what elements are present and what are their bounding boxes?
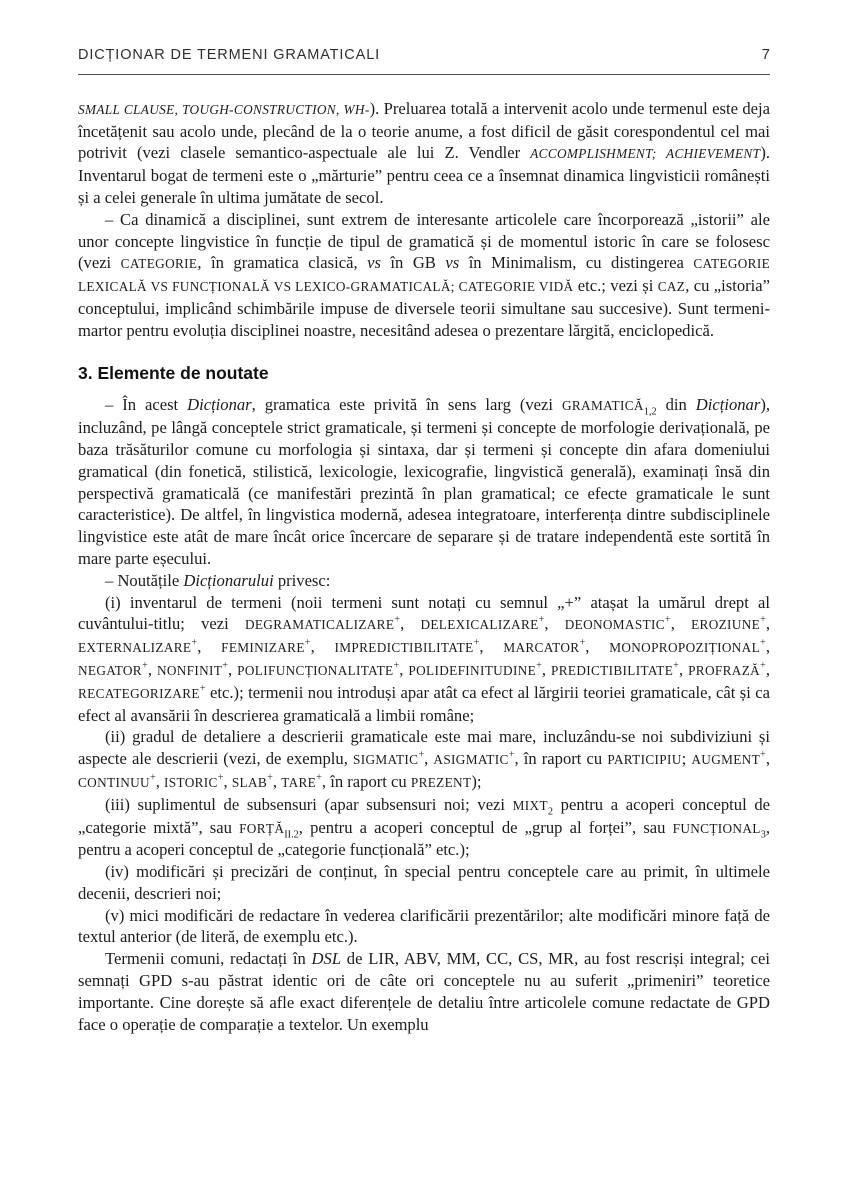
text-segment: ,: [765, 614, 771, 634]
text-segment-sup: +: [536, 660, 542, 672]
text-segment-sub: 1,2: [643, 406, 657, 418]
text-segment: ,: [424, 749, 434, 769]
text-segment: ,: [678, 659, 689, 679]
text-segment-sc: SLAB: [231, 774, 268, 790]
text-segment: ,: [400, 614, 421, 634]
text-segment-sc: MIXT: [512, 797, 548, 813]
text-segment-sc: TARE: [281, 774, 317, 790]
text-segment: ,: [228, 659, 238, 679]
text-segment: (i) inventarul de termeni (noii termeni sunt notați cu semnul „+” atașat la umărul drept al cuvântului-titlu; vezi: [78, 592, 770, 634]
text-segment-sc-it: SMALL CLAUSE, TOUGH-CONSTRUCTION, WH-: [78, 101, 370, 117]
text-segment: privesc:: [273, 570, 331, 590]
text-segment: );: [471, 771, 482, 791]
paragraph-item-ii: [78, 726, 770, 793]
text-segment: Termenii comuni, redactați în: [105, 949, 312, 969]
text-segment-sc: DEONOMASTIC: [564, 617, 665, 633]
text-segment: – Ca dinamică a disciplinei, sunt extrem de interesante articolele care încorporează „istorii” ale unor concepte lingvistice în funcție de tipul de gramatică și de momentul istoric în care se folosesc (vezi: [78, 209, 770, 273]
text-segment-sup: +: [393, 660, 400, 672]
text-segment-sup: +: [473, 637, 480, 649]
text-segment-sc: GRAMATICĂ: [561, 398, 644, 414]
text-segment-sup: +: [760, 749, 766, 761]
text-segment: (v) mici modificări de redactare în vederea clarificării prezentărilor; alte modificări minore față de textul anterior (de literă, de exemplu etc.).: [78, 905, 770, 947]
text-segment-sc: CAZ: [657, 279, 686, 295]
text-segment-sub: 3: [760, 828, 766, 840]
text-segment: în GB: [380, 253, 446, 273]
text-segment-sup: +: [673, 660, 679, 672]
text-segment-sc: FEMINIZARE: [221, 640, 305, 656]
text-segment-sc: AUGMENT: [691, 752, 761, 768]
text-segment-sc: SIGMATIC: [353, 752, 419, 768]
text-segment: (ii) gradul de detaliere a descrierii gramaticale este mai mare, incluzându-se noi subdiviziuni și aspecte ale descrierii (vezi, de exemplu,: [78, 727, 770, 769]
paragraph-item-iv: [78, 861, 770, 905]
text-segment-sc: EROZIUNE: [691, 617, 761, 633]
text-segment-sc: CATEGORIE LEXICALĂ VS FUNCȚIONALĂ VS LEXICO-GRAMATICALĂ; CATEGORIE VIDĂ: [78, 256, 771, 295]
text-segment: ,: [197, 637, 222, 657]
text-segment: pentru a acoperi conceptul de „categorie mixtă”, sau: [78, 794, 770, 837]
text-segment-it: vs: [445, 253, 460, 273]
text-segment-sup: +: [199, 683, 206, 695]
text-segment: de LIR, ABV, MM, CC, CS, MR, au fost rescriși integral; cei semnați GPD s-au păstrat identic ori de câte ori conceptele nu au suferit „primeniri” teoretice importante. Cine dorește să afle exact diferențele de detaliu între articolele comune redactate de GPD face o operație de comparație a textelor. Un exemplu: [78, 949, 770, 1034]
page-header: [78, 44, 770, 75]
paragraph-dynamics: [78, 209, 770, 342]
section-heading: 3. Elemente de noutate: [78, 362, 269, 383]
text-segment-it: Dicționarului: [183, 570, 274, 590]
text-segment-sc: PREDICTIBILITATE: [551, 662, 674, 678]
text-segment-sup: +: [222, 660, 229, 672]
text-segment-sc: MARCATOR: [503, 640, 580, 656]
text-segment: etc.; vezi și: [573, 276, 658, 296]
text-segment: ,: [399, 659, 409, 679]
paragraph-common-terms: [78, 948, 770, 1035]
text-segment-sup: +: [538, 614, 545, 626]
text-segment: ,: [544, 614, 565, 634]
text-segment: (iii) suplimentul de subsensuri (apar subsensuri noi; vezi: [105, 794, 513, 814]
text-segment-sc: NONFINIT: [156, 662, 223, 678]
text-segment-sc: FORȚĂ: [239, 820, 285, 836]
text-segment: ,: [155, 771, 165, 791]
text-segment: ,: [585, 637, 610, 657]
text-segment: ,: [223, 771, 232, 791]
text-segment-sup: +: [304, 637, 311, 649]
text-segment-sup: +: [760, 660, 766, 672]
text-segment: ,: [765, 749, 770, 769]
text-segment: din: [656, 395, 696, 415]
text-segment: – Noutățile: [105, 570, 184, 590]
text-segment-sc: PREZENT: [410, 774, 472, 790]
text-segment: în Minimalism, cu distingerea: [459, 253, 694, 273]
page-body: [78, 98, 770, 1036]
text-segment: ). Inventarul bogat de termeni este o „mărturie” pentru ceea ce a însemnat dinamica lingvisticii românești și a celei generale în ultima jumătate de secol.: [78, 143, 770, 207]
text-segment-it: Dicționar: [187, 395, 252, 415]
text-segment-sc: FUNCȚIONAL: [672, 820, 761, 836]
text-segment: , în raport cu: [514, 749, 608, 769]
text-segment: , gramatica este privită în sens larg (vezi: [251, 395, 562, 415]
text-segment-sup: +: [217, 772, 224, 784]
text-segment: ,: [765, 659, 771, 679]
text-segment-sc: DEGRAMATICALIZARE: [244, 617, 395, 633]
paragraph-broad-grammar: [78, 394, 770, 569]
text-segment-sc-it: ACCOMPLISHMENT; ACHIEVEMENT: [530, 146, 761, 162]
text-segment-sup: +: [664, 614, 671, 626]
text-segment-sc: POLIFUNCȚIONALITATE: [237, 662, 394, 678]
text-segment: , în raport cu: [321, 771, 411, 791]
paragraph-item-iii: [78, 794, 770, 861]
text-segment-it: vs: [367, 253, 381, 273]
text-segment: – În acest: [105, 395, 188, 415]
text-segment: ;: [681, 749, 692, 769]
text-segment-sc: IMPREDICTIBILITATE: [334, 640, 474, 656]
text-segment-sup: +: [142, 660, 148, 672]
text-segment: ). Preluarea totală a intervenit acolo unde termenul este deja încetățenit sau acolo unde, plecând de la o teorie anume, a fost dificil de găsit corespondentul cel mai potrivit (vezi clasele semantico-aspectuale ale lui Z. Vendler: [78, 98, 770, 163]
text-segment-sc: ASIGMATIC: [433, 752, 509, 768]
text-segment-sup: +: [579, 637, 586, 649]
text-segment-sc: POLIDEFINITUDINE: [408, 662, 537, 678]
text-segment-sc: EXTERNALIZARE: [78, 640, 192, 656]
paragraph-novelties-intro: [78, 570, 770, 592]
text-segment-sc: CATEGORIE: [120, 256, 198, 272]
text-segment: ,: [147, 659, 157, 679]
text-segment: ), incluzând, pe lângă conceptele strict gramaticale, și termeni și concepte de morfologie derivațională, pe baza trăsăturilor comune cu morfologia și sintaxa, dar și termeni și concepte din afara domeniului gramatical (din fonetică, stilistică, lexicologie, lexicografie, lingvistică generală), examinați însă din perspectivă gramaticală (ce manifestări prezintă în plan gramatical; ce efecte gramaticale le sunt caracteristice). De altfel, în lingvistica modernă, adesea integratoare, interferența dintre subdisciplinele lingvistice este atât de mare încât orice încercare de separare și de tratare independentă este sortită în mare parte eșecului.: [78, 395, 770, 568]
paragraph-continuation: [78, 98, 770, 209]
text-segment-sc: RECATEGORIZARE: [78, 685, 200, 701]
text-segment-sup: +: [316, 772, 322, 784]
text-segment-it: DSL: [311, 949, 342, 969]
text-segment: (iv) modificări și precizări de conținut, în special pentru conceptele care au primit, în ultimele decenii, descrieri noi;: [78, 862, 770, 903]
text-segment-sub: II.2: [284, 828, 299, 840]
text-segment-sc: PROFRAZĂ: [688, 662, 761, 678]
text-segment-it: Dicționar: [695, 395, 761, 415]
text-segment-sub: 2: [547, 806, 554, 818]
text-segment-sc: MONOPROPOZIȚIONAL: [609, 640, 761, 656]
text-segment-sup: +: [267, 772, 273, 784]
text-segment: , cu „istoria” conceptului, implicând schimbările impuse de diversele teorii simultane sau succesive). Sunt termeni-martor pentru evoluția disciplinei noastre, necesitând adesea o prezentare lărgită, enciclopedică.: [78, 276, 770, 340]
text-segment-sc: NEGATOR: [78, 662, 142, 678]
text-segment-sc: CONTINUU: [78, 774, 150, 790]
text-segment-sup: +: [760, 637, 766, 649]
text-segment: ,: [272, 771, 282, 791]
page-number: 7: [761, 46, 770, 63]
text-segment: ,: [765, 637, 770, 657]
text-segment: ,: [541, 659, 551, 679]
text-segment: ,: [670, 614, 692, 634]
text-segment-sc: DELEXICALIZARE: [420, 617, 539, 633]
text-segment: , pentru a acoperi conceptul de „categorie funcțională” etc.);: [78, 817, 770, 860]
text-segment: , pentru a acoperi conceptul de „grup al forței”, sau: [298, 817, 673, 837]
text-segment-sup: +: [191, 637, 198, 649]
text-segment: ,: [310, 637, 335, 657]
text-segment: ,: [479, 637, 504, 657]
text-segment: etc.); termenii nou introduși apar atât ca efect al lărgirii teoriei gramaticale, cât și ca efect al avansării în descrierea gramaticală a limbii române;: [78, 682, 770, 725]
text-segment-sup: +: [149, 772, 156, 784]
paragraph-item-v: [78, 905, 770, 949]
text-segment-sup: +: [394, 614, 401, 626]
text-segment-sc: ISTORIC: [164, 774, 218, 790]
text-segment-sup: +: [760, 614, 766, 626]
text-segment: , în gramatica clasică,: [197, 253, 368, 273]
text-segment-sc: PARTICIPIU: [607, 752, 682, 768]
paragraph-item-i: [78, 592, 770, 727]
text-segment-sup: +: [508, 749, 515, 761]
running-head-title: DICȚIONAR DE TERMENI GRAMATICALI: [78, 47, 381, 63]
text-segment-sup: +: [418, 749, 425, 761]
